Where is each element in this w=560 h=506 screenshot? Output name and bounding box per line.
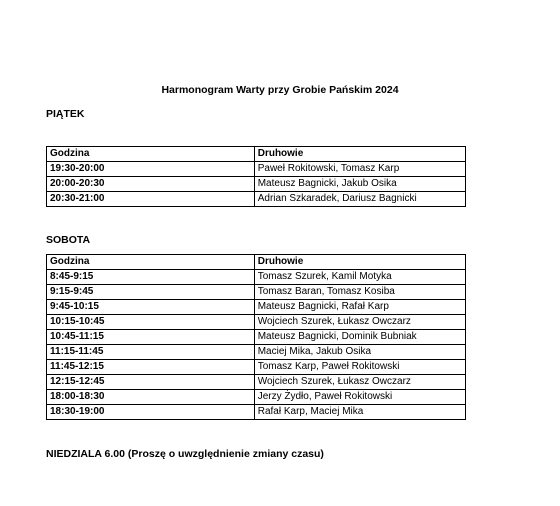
table-row	[47, 405, 466, 420]
time-cell: 11:45-12:15	[47, 360, 255, 375]
table-header-row	[47, 255, 466, 270]
people-cell: Adrian Szkaradek, Dariusz Bagnicki	[254, 192, 465, 207]
time-cell: 8:45-9:15	[47, 270, 255, 285]
people-cell: Wojciech Szurek, Łukasz Owczarz	[254, 315, 465, 330]
table-row	[47, 360, 466, 375]
table-row	[47, 390, 466, 405]
people-cell: Jerzy Żydło, Paweł Rokitowski	[254, 390, 465, 405]
time-cell: 19:30-20:00	[47, 162, 255, 177]
table-row	[47, 162, 466, 177]
table-row	[47, 192, 466, 207]
table-row	[47, 345, 466, 360]
people-cell: Tomasz Karp, Paweł Rokitowski	[254, 360, 465, 375]
table-row	[47, 177, 466, 192]
table-row	[47, 315, 466, 330]
people-cell: Maciej Mika, Jakub Osika	[254, 345, 465, 360]
table-row	[47, 330, 466, 345]
table-row	[47, 270, 466, 285]
saturday-schedule-table	[46, 254, 466, 420]
people-cell: Paweł Rokitowski, Tomasz Karp	[254, 162, 465, 177]
time-column-header: Godzina	[47, 255, 255, 270]
time-cell: 20:00-20:30	[47, 177, 255, 192]
table-row	[47, 300, 466, 315]
time-cell: 12:15-12:45	[47, 375, 255, 390]
people-cell: Mateusz Bagnicki, Dominik Bubniak	[254, 330, 465, 345]
time-cell: 9:15-9:45	[47, 285, 255, 300]
people-cell: Mateusz Bagnicki, Jakub Osika	[254, 177, 465, 192]
time-cell: 11:15-11:45	[47, 345, 255, 360]
time-cell: 20:30-21:00	[47, 192, 255, 207]
time-column-header: Godzina	[47, 147, 255, 162]
people-cell: Rafał Karp, Maciej Mika	[254, 405, 465, 420]
table-row	[47, 375, 466, 390]
sunday-note: NIEDZIALA 6.00 (Proszę o uwzględnienie zmiany czasu)	[46, 448, 324, 460]
time-cell: 9:45-10:15	[47, 300, 255, 315]
time-cell: 10:45-11:15	[47, 330, 255, 345]
table-row	[47, 285, 466, 300]
people-cell: Tomasz Szurek, Kamil Motyka	[254, 270, 465, 285]
people-column-header: Druhowie	[254, 255, 465, 270]
people-cell: Mateusz Bagnicki, Rafał Karp	[254, 300, 465, 315]
people-cell: Wojciech Szurek, Łukasz Owczarz	[254, 375, 465, 390]
table-header-row	[47, 147, 466, 162]
time-cell: 18:30-19:00	[47, 405, 255, 420]
time-cell: 10:15-10:45	[47, 315, 255, 330]
time-cell: 18:00-18:30	[47, 390, 255, 405]
saturday-heading: SOBOTA	[46, 234, 91, 246]
people-cell: Tomasz Baran, Tomasz Kosiba	[254, 285, 465, 300]
document-title: Harmonogram Warty przy Grobie Pańskim 2024	[161, 84, 399, 96]
friday-schedule-table	[46, 146, 466, 207]
friday-heading: PIĄTEK	[46, 108, 85, 120]
people-column-header: Druhowie	[254, 147, 465, 162]
